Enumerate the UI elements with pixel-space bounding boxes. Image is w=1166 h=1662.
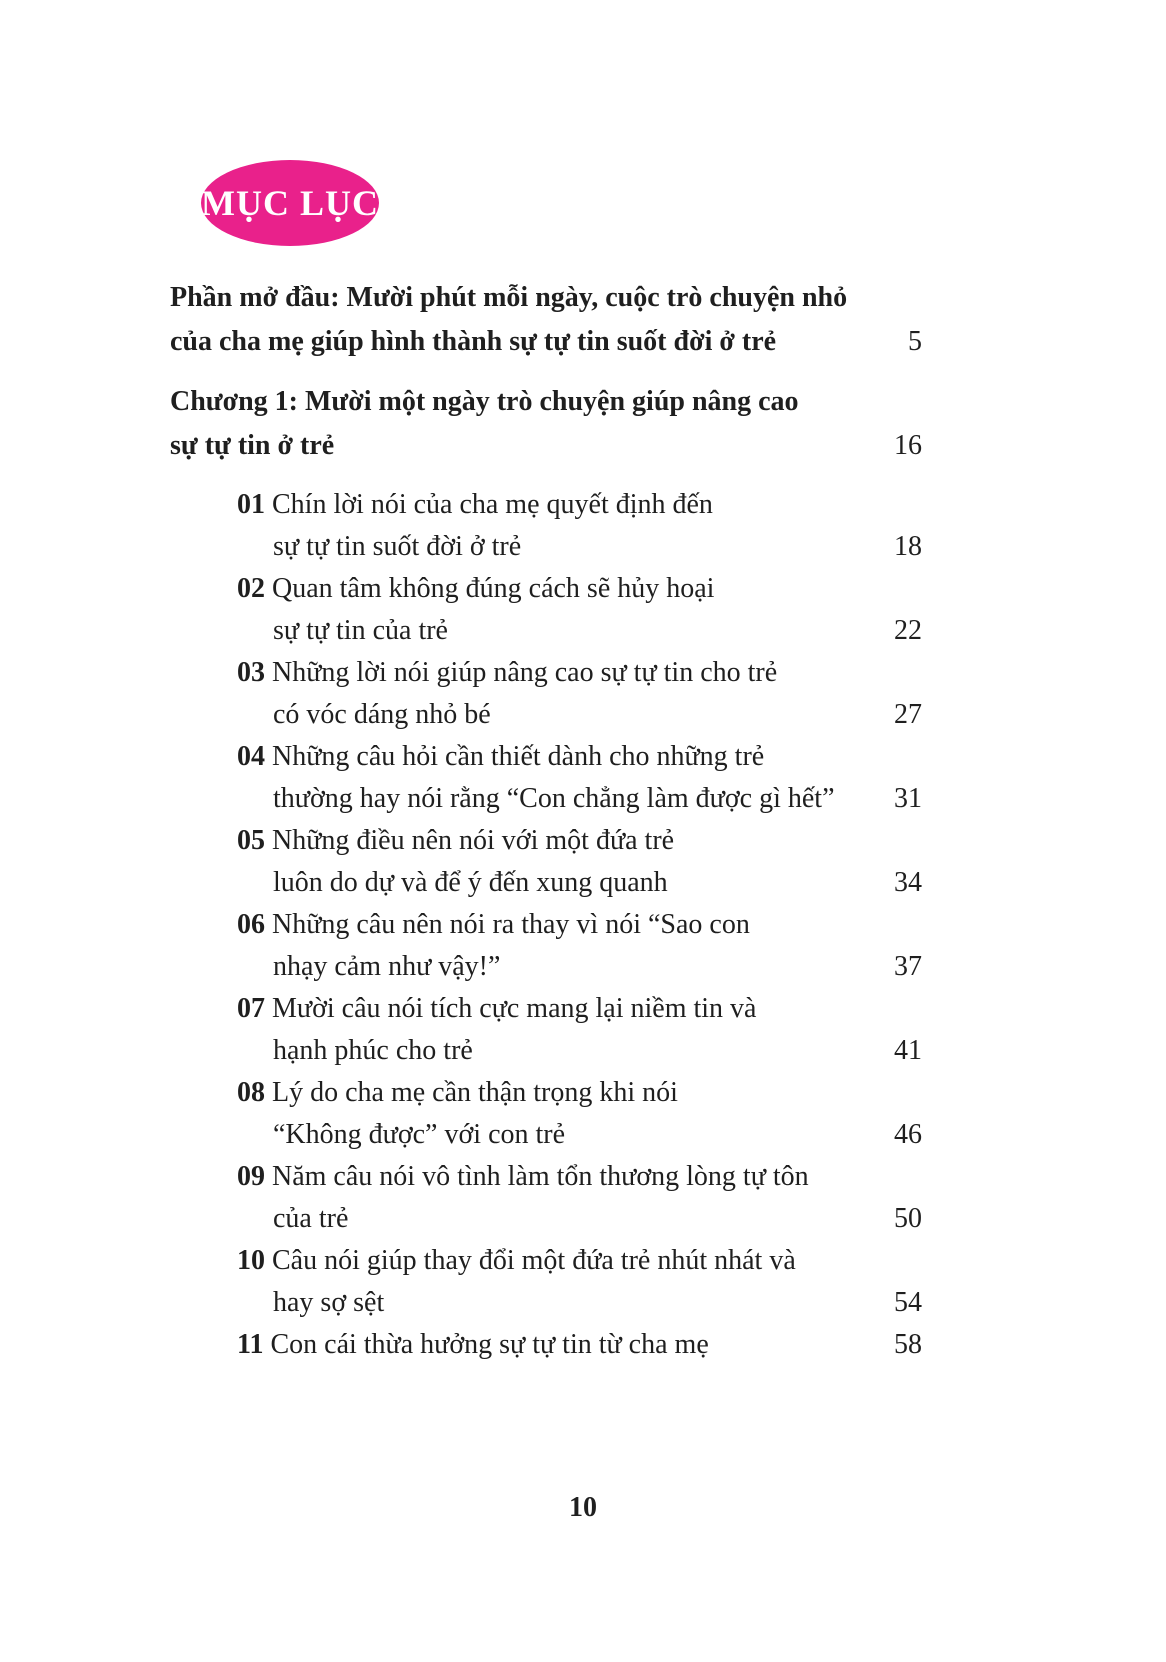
toc-line-text: luôn do dự và để ý đến xung quanh	[273, 867, 668, 898]
toc-line-text: có vóc dáng nhỏ bé	[273, 699, 491, 730]
toc-item-number: 07	[237, 993, 265, 1024]
toc-item	[170, 1156, 922, 1240]
toc-line-text: sự tự tin suốt đời ở trẻ	[273, 531, 522, 562]
toc-line-text: Phần mở đầu: Mười phút mỗi ngày, cuộc trò chuyện nhỏ	[170, 282, 848, 313]
toc-line-text: thường hay nói rằng “Con chẳng làm được gì hết”	[273, 783, 835, 814]
toc-line-text: của cha mẹ giúp hình thành sự tự tin suốt đời ở trẻ	[170, 326, 777, 357]
toc-line	[170, 380, 922, 424]
toc-item-number: 11	[237, 1329, 264, 1360]
toc-item	[170, 652, 922, 736]
toc-item	[170, 988, 922, 1072]
toc-line-text: Chương 1: Mười một ngày trò chuyện giúp nâng cao	[170, 386, 799, 417]
toc-item	[170, 1324, 922, 1366]
toc-item-number: 10	[237, 1245, 265, 1276]
toc-item-number: 08	[237, 1077, 265, 1108]
toc-page-number: 50	[894, 1203, 922, 1234]
toc-line-text: hay sợ sệt	[273, 1287, 385, 1318]
toc-line-text: 05 Những điều nên nói với một đứa trẻ	[237, 825, 675, 856]
toc-line-text: 02 Quan tâm không đúng cách sẽ hủy hoại	[237, 573, 715, 604]
toc-page-number: 41	[894, 1035, 922, 1066]
toc-line	[170, 736, 922, 778]
toc-line	[170, 1030, 922, 1072]
toc-item-number: 03	[237, 657, 265, 688]
toc-line	[170, 1198, 922, 1240]
toc-line	[170, 652, 922, 694]
toc-item	[170, 1072, 922, 1156]
toc-page-number: 18	[894, 531, 922, 562]
toc-line	[170, 820, 922, 862]
toc-line	[170, 568, 922, 610]
toc-item	[170, 484, 922, 568]
toc-line	[170, 484, 922, 526]
toc-page-number: 5	[908, 326, 922, 357]
toc-item-number: 02	[237, 573, 265, 604]
toc-line	[170, 526, 922, 568]
toc-line	[170, 1156, 922, 1198]
toc-line	[170, 320, 922, 364]
toc-item-number: 01	[237, 489, 265, 520]
toc-line	[170, 1072, 922, 1114]
toc-page-number: 27	[894, 699, 922, 730]
toc-line-text: của trẻ	[273, 1203, 349, 1234]
toc-item-number: 06	[237, 909, 265, 940]
toc-line	[170, 1114, 922, 1156]
toc-page-number: 54	[894, 1287, 922, 1318]
footer-page-number: 10	[569, 1492, 597, 1523]
toc-item	[170, 904, 922, 988]
toc-line	[170, 946, 922, 988]
toc-item	[170, 568, 922, 652]
toc-heading	[170, 380, 922, 468]
toc-page-number: 34	[894, 867, 922, 898]
toc-line-text: 08 Lý do cha mẹ cần thận trọng khi nói	[237, 1077, 678, 1108]
toc-line	[170, 694, 922, 736]
toc-line-text: 10 Câu nói giúp thay đổi một đứa trẻ nhút nhát và	[237, 1245, 796, 1276]
toc-line-text: 03 Những lời nói giúp nâng cao sự tự tin cho trẻ	[237, 657, 778, 688]
toc-page-number: 16	[894, 430, 922, 461]
toc-line-text: nhạy cảm như vậy!”	[273, 951, 501, 982]
toc-line-text: “Không được” với con trẻ	[273, 1119, 566, 1150]
toc-line-text: 11 Con cái thừa hưởng sự tự tin từ cha mẹ	[237, 1329, 709, 1360]
toc-heading	[170, 276, 922, 364]
toc-line-text: 04 Những câu hỏi cần thiết dành cho những trẻ	[237, 741, 765, 772]
toc-title: MỤC LỤC	[201, 183, 379, 223]
toc-line-text: sự tự tin của trẻ	[273, 615, 448, 646]
toc-line-text: 09 Năm câu nói vô tình làm tổn thương lòng tự tôn	[237, 1161, 809, 1192]
toc-page-number: 31	[894, 783, 922, 814]
toc-item-number: 05	[237, 825, 265, 856]
toc-item	[170, 1240, 922, 1324]
toc-line-text: sự tự tin ở trẻ	[170, 430, 335, 461]
toc-line	[170, 424, 922, 468]
toc-line	[170, 778, 922, 820]
toc-page-number: 37	[894, 951, 922, 982]
toc-line-text: 06 Những câu nên nói ra thay vì nói “Sao con	[237, 909, 750, 940]
toc-line-text: 01 Chín lời nói của cha mẹ quyết định đến	[237, 489, 713, 520]
toc-item-number: 09	[237, 1161, 265, 1192]
toc-line	[170, 276, 922, 320]
toc-line	[170, 610, 922, 652]
toc-line	[170, 1240, 922, 1282]
toc-line-text: 07 Mười câu nói tích cực mang lại niềm tin và	[237, 993, 757, 1024]
toc-line	[170, 1324, 922, 1366]
toc-line	[170, 862, 922, 904]
toc-item	[170, 820, 922, 904]
toc-line	[170, 904, 922, 946]
toc-item	[170, 736, 922, 820]
toc-line-text: hạnh phúc cho trẻ	[273, 1035, 473, 1066]
toc-line	[170, 988, 922, 1030]
toc-title-badge	[201, 160, 379, 246]
toc-item-number: 04	[237, 741, 265, 772]
toc-line	[170, 1282, 922, 1324]
toc-list	[170, 276, 922, 1366]
toc-page-number: 58	[894, 1329, 922, 1360]
toc-page-number: 22	[894, 615, 922, 646]
toc-page-number: 46	[894, 1119, 922, 1150]
